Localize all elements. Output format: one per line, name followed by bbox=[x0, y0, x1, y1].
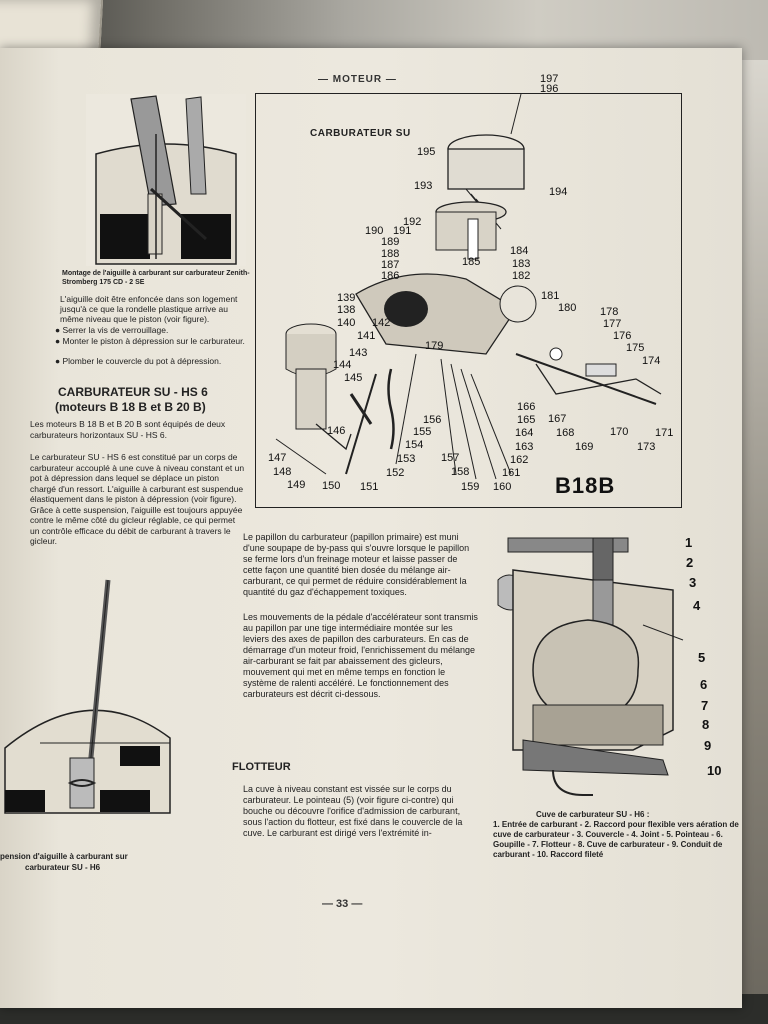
part-number: 187 bbox=[381, 259, 400, 271]
part-number: 145 bbox=[344, 372, 363, 384]
su-hs6-heading: CARBURATEUR SU - HS 6 bbox=[58, 385, 208, 399]
part-number: 188 bbox=[381, 248, 400, 260]
needle-mounting-caption: Montage de l'aiguille à carburant sur carburateur Zenith-Stromberg 175 CD - 2 SE bbox=[62, 270, 250, 286]
part-number: 162 bbox=[510, 454, 529, 466]
part-number: 179 bbox=[425, 340, 444, 352]
part-number: 197 bbox=[540, 73, 559, 85]
part-number: 155 bbox=[413, 426, 432, 438]
float-callout-4: 4 bbox=[693, 598, 701, 613]
part-number: 175 bbox=[626, 342, 645, 354]
part-number: 176 bbox=[613, 330, 632, 342]
part-number: 160 bbox=[493, 481, 512, 493]
part-number: 195 bbox=[417, 146, 436, 158]
part-number: 138 bbox=[337, 304, 356, 316]
left-paragraph-1: L'aiguille doit être enfoncée dans son logement jusqu'à ce que la rondelle plastique arrive au même niveau que le piston (voir figure). bbox=[60, 294, 238, 324]
left-bullet-2: ● Monter le piston à dépression sur le carburateur. bbox=[55, 336, 245, 346]
float-callout-7: 7 bbox=[701, 698, 709, 713]
part-number: 194 bbox=[549, 186, 568, 198]
part-number: 169 bbox=[575, 441, 594, 453]
float-caption-title: Cuve de carburateur SU - H6 : bbox=[536, 810, 650, 819]
float-callout-3: 3 bbox=[689, 575, 697, 590]
part-number: 182 bbox=[512, 270, 531, 282]
part-number: 144 bbox=[333, 359, 352, 371]
float-callout-9: 9 bbox=[704, 738, 712, 753]
needle-suspension-illustration bbox=[0, 578, 180, 850]
part-number: 184 bbox=[510, 245, 529, 257]
part-number: 189 bbox=[381, 236, 400, 248]
part-number: 186 bbox=[381, 270, 400, 282]
part-number: 147 bbox=[268, 452, 287, 464]
needle-mounting-illustration bbox=[86, 94, 246, 266]
model-label: B18B bbox=[555, 473, 616, 498]
needle-suspension-caption-2: carburateur SU - H6 bbox=[25, 863, 101, 872]
page-header: — MOTEUR — bbox=[318, 74, 397, 85]
page-number: — 33 — bbox=[322, 898, 363, 910]
part-number: 170 bbox=[610, 426, 629, 438]
left-bullet-3: ● Plomber le couvercle du pot à dépression. bbox=[55, 356, 222, 366]
part-number: 154 bbox=[405, 439, 424, 451]
exploded-diagram-title: CARBURATEUR SU bbox=[310, 128, 411, 139]
part-number: 191 bbox=[393, 225, 412, 237]
part-number: 156 bbox=[423, 414, 442, 426]
part-number: 167 bbox=[548, 413, 567, 425]
part-number: 163 bbox=[515, 441, 534, 453]
left-paragraph-3: Le carburateur SU - HS 6 est constitué par un corps de carburateur accouplé à une cuve à niveau constant et un pot à dépression dans lequel se déplace un piston chargé d'un ressort. L'aiguille à carburant est suspendue élastiquement dans le piston à dépression (voir figure). Grâce à cette suspension, l'aiguille est toujours appuyée contre le même côté du gicleur réglable, ce qui permet un contrôle efficace du débit de carburant à travers le gicleur. bbox=[30, 452, 245, 546]
middle-paragraph-3: La cuve à niveau constant est vissée sur le corps du carburateur. Le pointeau (5) (voir figure ci-contre) qui bouche ou découvre l'orifice d'admission de carburant, sous l'action du flotteur, est fixé dans le couvercle de la cuve. Le carburant est dirigé vers l'extrémité in- bbox=[243, 784, 463, 838]
left-bullet-1: ● Serrer la vis de verrouillage. bbox=[55, 325, 169, 335]
part-number: 174 bbox=[642, 355, 661, 367]
part-number: 161 bbox=[502, 467, 521, 479]
part-number: 183 bbox=[512, 258, 531, 270]
part-number: 139 bbox=[337, 292, 356, 304]
part-number: 146 bbox=[327, 425, 346, 437]
float-callout-8: 8 bbox=[702, 717, 710, 732]
part-number: 164 bbox=[515, 427, 534, 439]
middle-paragraph-2: Les mouvements de la pédale d'accélérateur sont transmis au papillon par une tige intermédiaire montée sur les leviers des axes de papillon des carburateurs. En cas de démarrage d'un moteur froid, l'enrichissement du mélange air-carburant se fait par abaissement des gicleurs, mouvement qui met en même temps en fonction le système de ralenti accéléré. Le fonctionnement des carburateurs est décrit ci-dessous. bbox=[243, 612, 478, 699]
float-callout-6: 6 bbox=[700, 677, 708, 692]
part-number: 166 bbox=[517, 401, 536, 413]
part-number: 178 bbox=[600, 306, 619, 318]
part-number: 143 bbox=[349, 347, 368, 359]
part-number: 151 bbox=[360, 481, 379, 493]
float-callout-2: 2 bbox=[686, 555, 694, 570]
part-number: 168 bbox=[556, 427, 575, 439]
exploded-carburettor-drawing bbox=[256, 94, 679, 505]
part-number: 193 bbox=[414, 180, 433, 192]
float-callout-5: 5 bbox=[698, 650, 706, 665]
part-number: 196 bbox=[540, 83, 559, 95]
part-number: 149 bbox=[287, 479, 306, 491]
part-number: 150 bbox=[322, 480, 341, 492]
part-number: 153 bbox=[397, 453, 416, 465]
part-number: 152 bbox=[386, 467, 405, 479]
part-number: 140 bbox=[337, 317, 356, 329]
part-number: 157 bbox=[441, 452, 460, 464]
part-number: 190 bbox=[365, 225, 384, 237]
part-number: 192 bbox=[403, 216, 422, 228]
float-caption-body: 1. Entrée de carburant - 2. Raccord pour flexible vers aération de cuve de carburateur - 3. Couvercle - 4. Joint - 5. Pointeau - 6. Goupille - 7. Flotteur - 8. Cuve de carburateur - 9. Conduit de carburant - 10. Raccord fileté bbox=[493, 820, 739, 859]
part-number: 148 bbox=[273, 466, 292, 478]
float-callout-10: 10 bbox=[707, 763, 722, 778]
float-chamber-illustration bbox=[493, 530, 693, 805]
part-number: 185 bbox=[462, 256, 481, 268]
part-number: 158 bbox=[451, 466, 470, 478]
needle-suspension-caption-1: pension d'aiguille à carburant sur bbox=[0, 852, 128, 861]
flotteur-heading: FLOTTEUR bbox=[232, 761, 291, 773]
part-number: 142 bbox=[372, 317, 391, 329]
left-paragraph-2: Les moteurs B 18 B et B 20 B sont équipés de deux carburateurs horizontaux SU - HS 6. bbox=[30, 419, 226, 440]
part-number: 171 bbox=[655, 427, 674, 439]
part-number: 173 bbox=[637, 441, 656, 453]
part-number: 141 bbox=[357, 330, 376, 342]
part-number: 180 bbox=[558, 302, 577, 314]
part-number: 165 bbox=[517, 414, 536, 426]
part-number: 177 bbox=[603, 318, 622, 330]
part-number: 181 bbox=[541, 290, 560, 302]
float-callout-1: 1 bbox=[685, 535, 693, 550]
su-hs6-subheading: (moteurs B 18 B et B 20 B) bbox=[55, 400, 206, 414]
middle-paragraph-1: Le papillon du carburateur (papillon primaire) est muni d'une soupape de by-pass qui s'ouvre lorsque le papillon se ferme lors d'un freinage moteur et laisse passer de cette façon une quantité bien dosée du mélange air-carburant, ce qui permet de réduire considérablement la quantité du gaz d'échappement toxiques. bbox=[243, 532, 470, 597]
part-number: 159 bbox=[461, 481, 480, 493]
